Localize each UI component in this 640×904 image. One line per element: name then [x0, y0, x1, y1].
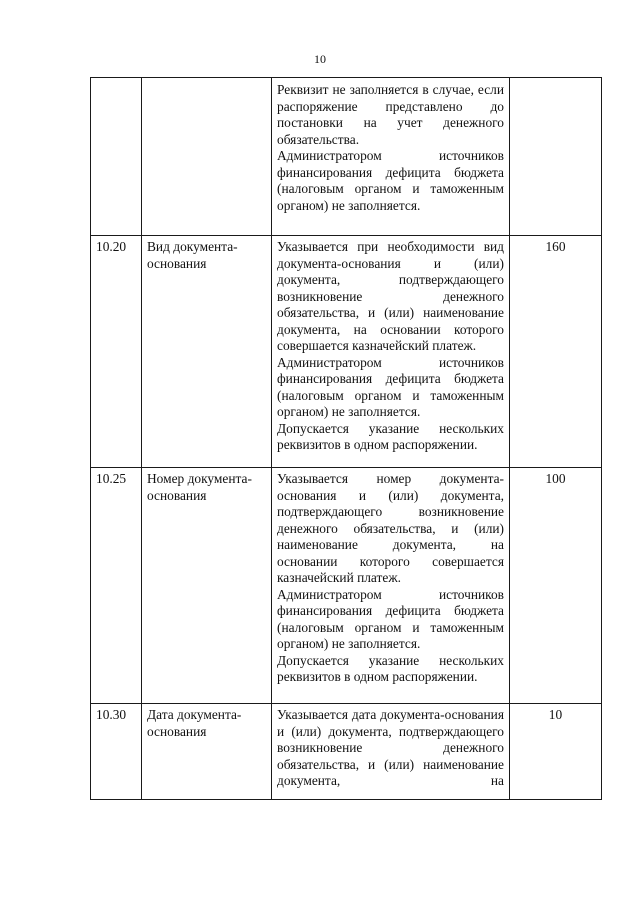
requisite-name-cell: Номер документа-основания — [142, 468, 272, 704]
requisite-number-cell: 10.30 — [91, 704, 142, 800]
requisites-table — [90, 77, 602, 800]
requisite-length-cell: 160 — [510, 236, 602, 468]
requisite-number-cell — [91, 78, 142, 236]
requisite-name-cell: Дата документа-основания — [142, 704, 272, 800]
description-paragraph: Администратором источников финансирования дефицита бюджета (налоговым органом и таможенным органом) не заполняется. — [277, 354, 504, 419]
description-paragraph: Указывается при необходимости вид документа-основания и (или) документа, подтверждающего возникновение денежного обязательства, и (или) наименование документа, на основании которого совершается казначейский платеж. — [277, 239, 504, 353]
page-number: 10 — [314, 52, 326, 66]
requisite-name-cell — [142, 78, 272, 236]
table-row — [91, 468, 602, 704]
requisite-number-cell: 10.20 — [91, 236, 142, 468]
table-row — [91, 78, 602, 236]
description-paragraph: Допускается указание нескольких реквизитов в одном распоряжении. — [277, 652, 504, 684]
description-paragraph: Допускается указание нескольких реквизитов в одном распоряжении. — [277, 420, 504, 452]
requisite-description-cell — [272, 78, 510, 236]
description-paragraph: Указывается номер документа-основания и (или) документа, подтверждающего возникновение денежного обязательства, и (или) наименование документа, на основании которого совершается казначейский платеж. — [277, 471, 504, 585]
requisite-length-cell — [510, 78, 602, 236]
requisite-number-cell: 10.25 — [91, 468, 142, 704]
requisite-description-cell — [272, 468, 510, 704]
requisite-description-cell — [272, 236, 510, 468]
requisite-length-cell: 100 — [510, 468, 602, 704]
table-row — [91, 236, 602, 468]
requisite-length-cell: 10 — [510, 704, 602, 800]
description-paragraph: Администратором источников финансирования дефицита бюджета (налоговым органом и таможенным органом) не заполняется. — [277, 148, 504, 213]
table-row — [91, 704, 602, 800]
description-paragraph: Администратором источников финансирования дефицита бюджета (налоговым органом и таможенным органом) не заполняется. — [277, 586, 504, 651]
requisite-description-cell — [272, 704, 510, 800]
requisite-name-cell: Вид документа-основания — [142, 236, 272, 468]
description-paragraph: Указывается дата документа-основания и (или) документа, подтверждающего возникновение денежного обязательства, и (или) наименование документа, на — [277, 707, 504, 788]
description-paragraph: Реквизит не заполняется в случае, если распоряжение представлено до постановки на учет денежного обязательства. — [277, 82, 504, 147]
